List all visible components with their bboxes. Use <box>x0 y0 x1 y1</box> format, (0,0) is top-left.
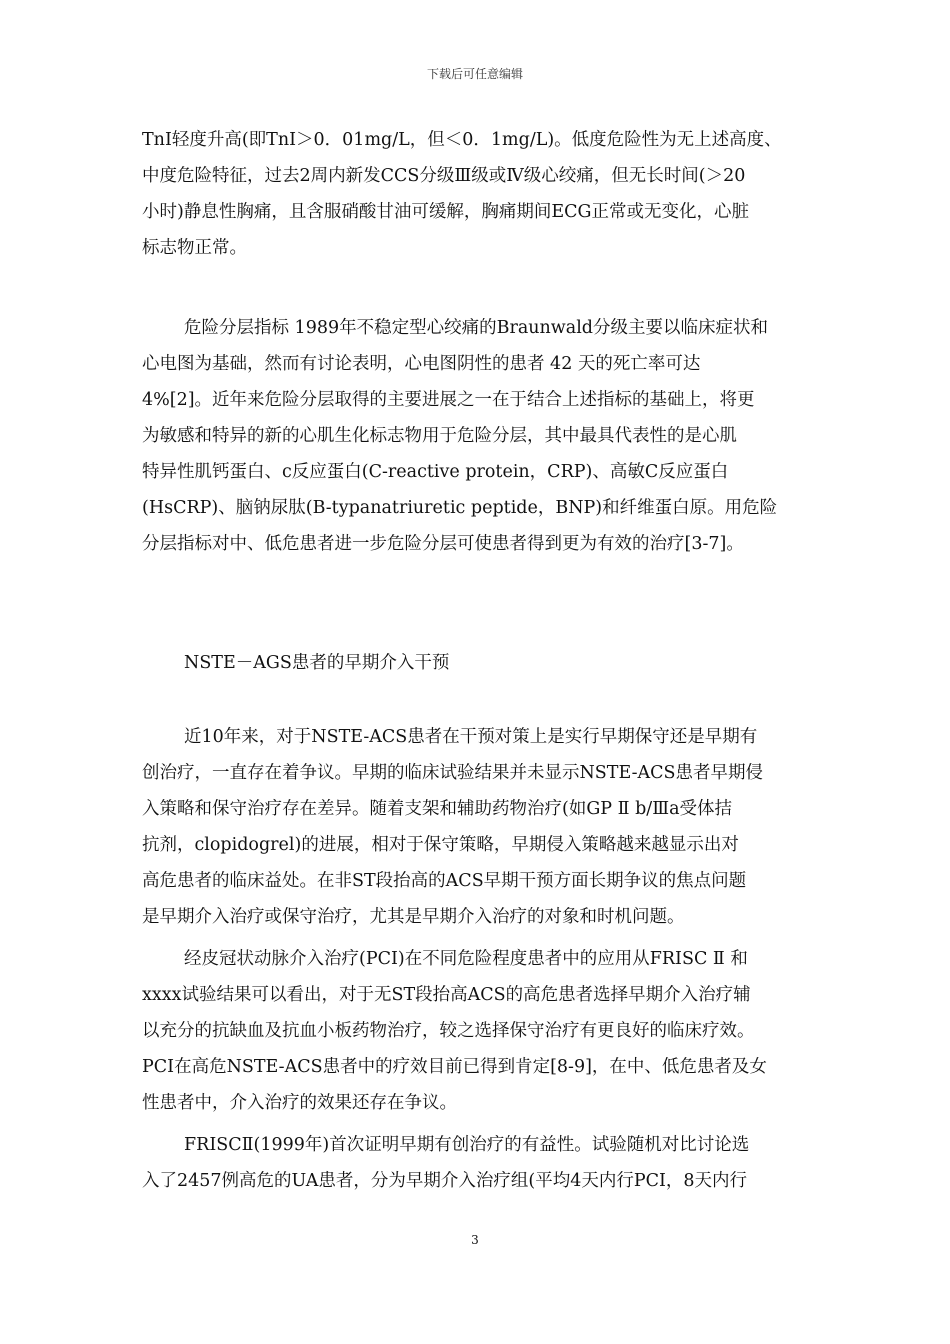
text-line: 高危患者的临床益处。在非ST段抬高的ACS早期干预方面长期争议的焦点问题 <box>142 871 747 891</box>
text-line: 抗剂，clopidogrel)的进展，相对于保守策略，早期侵入策略越来越显示出对 <box>142 835 739 855</box>
text-line: 入策略和保守治疗存在差异。随着支架和辅助药物治疗(如GP Ⅱ b/Ⅲa受体拮 <box>142 799 733 819</box>
text-line: PCI在高危NSTE-ACS患者中的疗效目前已得到肯定[8-9]，在中、低危患者及女 <box>142 1057 767 1077</box>
text-line: 为敏感和特异的新的心肌生化标志物用于危险分层，其中最具代表性的是心肌 <box>142 426 737 446</box>
text-line: 创治疗，一直存在着争议。早期的临床试验结果并未显示NSTE-ACS患者早期侵 <box>142 763 763 783</box>
text-line: 心电图为基础，然而有讨论表明，心电图阴性的患者 42 天的死亡率可达 <box>142 354 701 374</box>
text-line: 标志物正常。 <box>142 238 247 258</box>
text-line: 小时)静息性胸痛，且含服硝酸甘油可缓解，胸痛期间ECG正常或无变化，心脏 <box>142 202 749 222</box>
text-line: 经皮冠状动脉介入治疗(PCI)在不同危险程度患者中的应用从FRISC Ⅱ 和 <box>184 949 748 969</box>
text-line: 4%[2]。近年来危险分层取得的主要进展之一在于结合上述指标的基础上，将更 <box>142 390 755 410</box>
text-line: 危险分层指标 1989年不稳定型心绞痛的Braunwald分级主要以临床症状和 <box>184 318 769 338</box>
text-line: 入了2457例高危的UA患者，分为早期介入治疗组(平均4天内行PCI，8天内行 <box>142 1171 748 1191</box>
text-line: 以充分的抗缺血及抗血小板药物治疗，较之选择保守治疗有更良好的临床疗效。 <box>142 1021 755 1041</box>
page-header: 下载后可任意编辑 <box>426 67 523 81</box>
text-line: 性患者中，介入治疗的效果还存在争议。 <box>142 1093 457 1113</box>
text-line: 分层指标对中、低危患者进一步危险分层可使患者得到更为有效的治疗[3-7]。 <box>142 534 744 554</box>
section-heading: NSTE－AGS患者的早期介入干预 <box>184 653 450 673</box>
text-line: 中度危险特征，过去2周内新发CCS分级Ⅲ级或Ⅳ级心绞痛，但无长时间(＞20 <box>142 166 746 186</box>
text-line: (HsCRP)、脑钠尿肽(B-typanatriuretic peptide，BNP)和纤维蛋白原。用危险 <box>142 498 778 518</box>
page-number: 3 <box>471 1233 479 1247</box>
text-line: 是早期介入治疗或保守治疗，尤其是早期介入治疗的对象和时机问题。 <box>142 907 685 927</box>
text-line: TnI轻度升高(即TnI＞0．01mg/L，但＜0．1mg/L)。低度危险性为无上述高度、 <box>142 130 782 150</box>
text-line: FRISCⅡ(1999年)首次证明早期有创治疗的有益性。试验随机对比讨论选 <box>184 1135 750 1155</box>
text-line: 近10年来，对于NSTE-ACS患者在干预对策上是实行早期保守还是早期有 <box>184 727 758 747</box>
text-line: xxxx试验结果可以看出，对于无ST段抬高ACS的高危患者选择早期介入治疗辅 <box>142 985 751 1005</box>
text-line: 特异性肌钙蛋白、c反应蛋白(C-reactive protein，CRP)、高敏C反应蛋白 <box>142 462 729 482</box>
